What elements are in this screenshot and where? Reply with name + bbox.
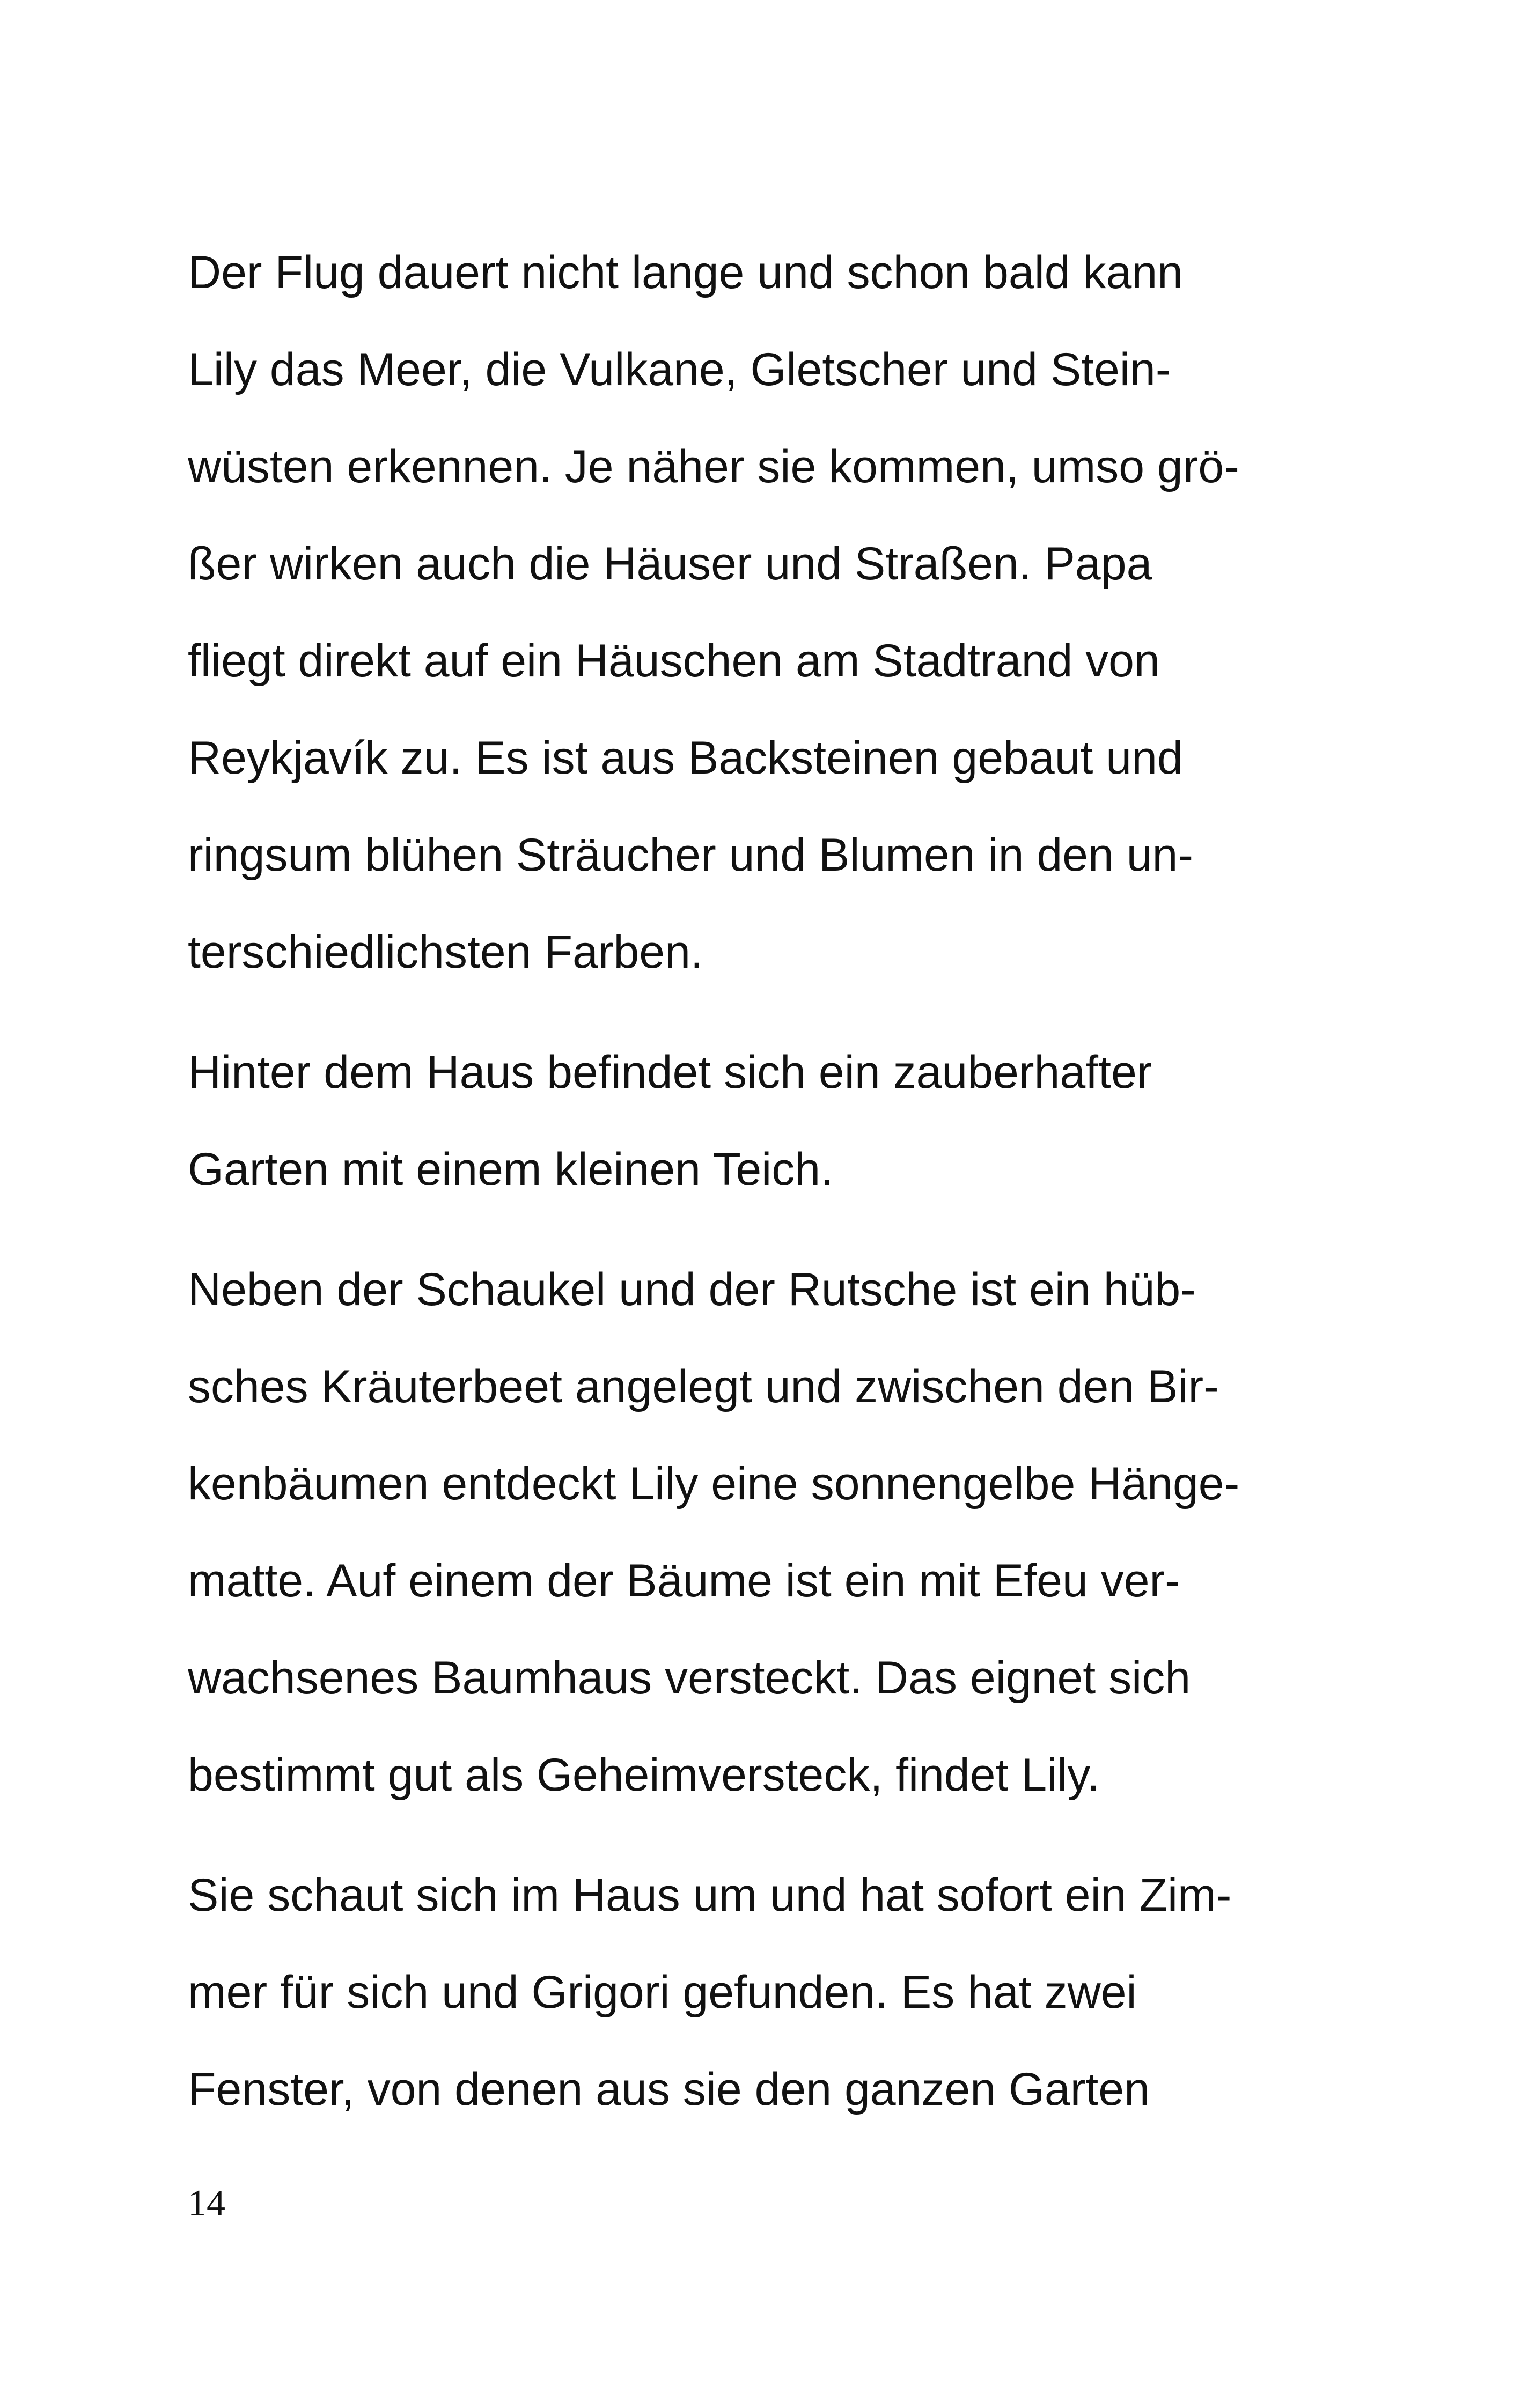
text-line: kenbäumen entdeckt Lily eine sonnengelbe Hänge-: [188, 1458, 1240, 1509]
paragraph-gap: [188, 1824, 1314, 1847]
text-line: wüsten erkennen. Je näher sie kommen, umso grö-: [188, 441, 1239, 492]
paragraph-2: [188, 1024, 1314, 1218]
paragraph-gap: [188, 1001, 1314, 1024]
text-line: Fenster, von denen aus sie den ganzen Garten: [188, 2064, 1150, 2115]
text-line: Reykjavík zu. Es ist aus Backsteinen gebaut und: [188, 732, 1183, 784]
text-line: Der Flug dauert nicht lange und schon bald kann: [188, 247, 1184, 298]
text-line: Garten mit einem kleinen Teich.: [188, 1144, 833, 1195]
text-line: bestimmt gut als Geheimversteck, findet Lily.: [188, 1749, 1100, 1801]
paragraph-gap: [188, 1218, 1314, 1241]
text-line: Neben der Schaukel und der Rutsche ist ein hüb-: [188, 1264, 1196, 1315]
text-line: Lily das Meer, die Vulkane, Gletscher und Stein-: [188, 344, 1171, 395]
text-line: wachsenes Baumhaus versteckt. Das eignet sich: [188, 1652, 1191, 1704]
text-line: Sie schaut sich im Haus um und hat sofort ein Zim-: [188, 1869, 1232, 1921]
text-line: matte. Auf einem der Bäume ist ein mit Efeu ver-: [188, 1555, 1180, 1607]
text-line: ßer wirken auch die Häuser und Straßen. Papa: [188, 538, 1152, 590]
page-number: 14: [188, 2183, 225, 2224]
text-line: Hinter dem Haus befindet sich ein zauberhafter: [188, 1047, 1152, 1098]
paragraph-4: [188, 1847, 1314, 2138]
body-text: [188, 224, 1314, 2138]
text-line: mer für sich und Grigori gefunden. Es hat zwei: [188, 1967, 1137, 2018]
text-line: terschiedlichsten Farben.: [188, 926, 703, 978]
paragraph-3: [188, 1241, 1314, 1824]
paragraph-1: [188, 224, 1314, 1001]
text-line: ringsum blühen Sträucher und Blumen in den un-: [188, 829, 1194, 881]
text-line: sches Kräuterbeet angelegt und zwischen den Bir-: [188, 1361, 1219, 1412]
text-line: fliegt direkt auf ein Häuschen am Stadtrand von: [188, 635, 1160, 687]
